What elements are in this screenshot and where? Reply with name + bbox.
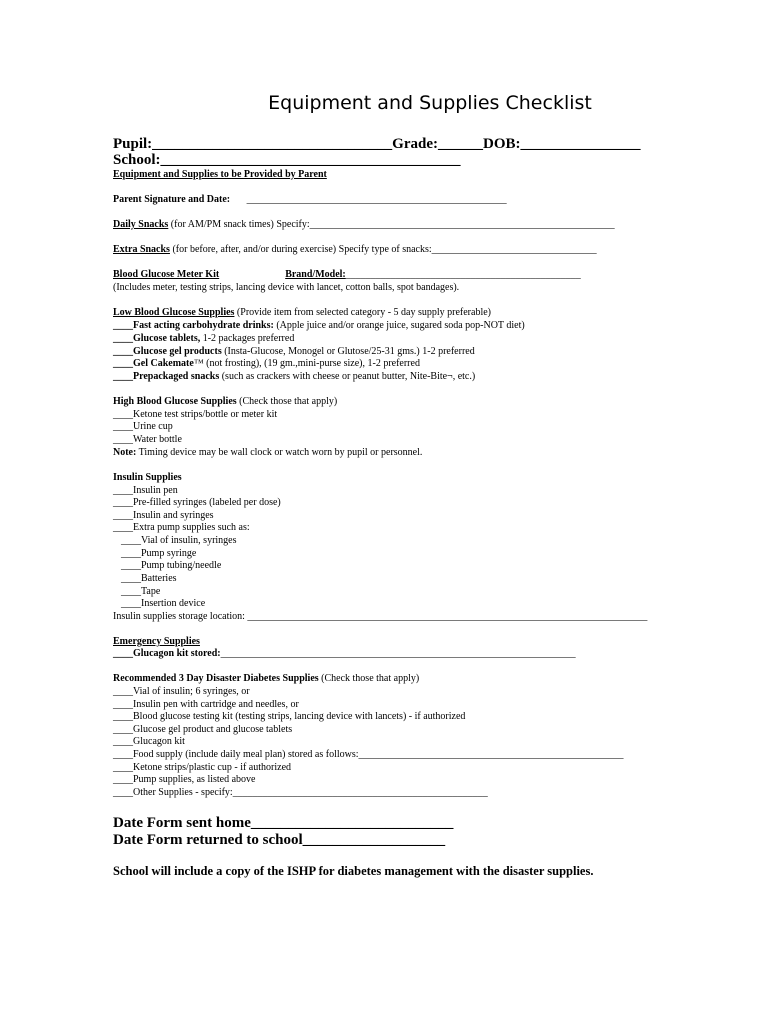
- date-returned-field[interactable]: Date Form returned to school___________________: [113, 832, 446, 848]
- ishp-note: School will include a copy of the ISHP for diabetes management with the disaster supplies.: [113, 864, 594, 878]
- list-item[interactable]: [113, 358, 420, 370]
- list-item[interactable]: ____Insulin pen with cartridge and needles, or: [113, 699, 299, 710]
- item-label: Prepackaged snacks: [133, 371, 220, 382]
- list-item[interactable]: [113, 346, 475, 358]
- meter-row: [113, 269, 581, 281]
- sub-list-item[interactable]: ____Batteries: [121, 573, 177, 584]
- low-bg-heading: Low Blood Glucose Supplies: [113, 307, 235, 318]
- item-detail: (Apple juice and/or orange juice, sugared soda pop-NOT diet): [273, 320, 525, 331]
- high-bg-note-row: [113, 447, 422, 459]
- sub-list-item[interactable]: ____Vial of insulin, syringes: [121, 535, 237, 546]
- list-item[interactable]: [113, 371, 475, 383]
- sub-list-item[interactable]: ____Tape: [121, 586, 161, 597]
- list-item[interactable]: ____Pre-filled syringes (labeled per dose): [113, 497, 281, 508]
- list-item[interactable]: [113, 333, 294, 345]
- glucagon-row: [113, 648, 576, 660]
- list-item[interactable]: ____Extra pump supplies such as:: [113, 522, 250, 533]
- list-item[interactable]: ____Urine cup: [113, 421, 173, 432]
- item-detail: (Insta-Glucose, Monogel or Glutose/25-31 gms.) 1-2 preferred: [221, 346, 475, 357]
- low-bg-heading-row: [113, 307, 491, 319]
- list-item[interactable]: [113, 320, 525, 332]
- meter-label: Blood Glucose Meter Kit: [113, 269, 220, 280]
- page-title: Equipment and Supplies Checklist: [268, 92, 592, 114]
- parent-signature-row: [113, 194, 507, 206]
- brand-model-field[interactable]: _______________________________________________: [345, 269, 581, 280]
- list-item[interactable]: ____Insulin pen: [113, 485, 178, 496]
- brand-model-label: Brand/Model:: [285, 269, 346, 280]
- emergency-heading: Emergency Supplies: [113, 636, 200, 647]
- list-item[interactable]: ____Blood glucose testing kit (testing strips, lancing device with lancets) - if authorized: [113, 711, 466, 722]
- note-label: Note:: [113, 447, 137, 458]
- disaster-note: (Check those that apply): [318, 673, 420, 684]
- checkbox-blank[interactable]: ____: [113, 320, 133, 331]
- list-item[interactable]: ____Ketone test strips/bottle or meter kit: [113, 409, 278, 420]
- high-bg-note: (Check those that apply): [236, 396, 338, 407]
- glucagon-label: Glucagon kit stored:: [133, 648, 221, 659]
- high-bg-heading-row: [113, 396, 337, 408]
- insulin-heading: Insulin Supplies: [113, 472, 182, 483]
- pupil-grade-dob-line[interactable]: Pupil:________________________________Grade:______DOB:________________: [113, 136, 641, 152]
- insulin-storage-field[interactable]: Insulin supplies storage location: ________________________________________________________________________________: [113, 611, 648, 622]
- provided-by-parent-heading: Equipment and Supplies to be Provided by Parent: [113, 169, 327, 180]
- list-item[interactable]: ____Vial of insulin; 6 syringes, or: [113, 686, 250, 697]
- sub-list-item[interactable]: ____Insertion device: [121, 598, 206, 609]
- glucagon-field[interactable]: _______________________________________________________________________: [220, 648, 576, 659]
- item-label: Glucose gel products: [133, 346, 222, 357]
- list-item[interactable]: ____Other Supplies - specify:___________________________________________________: [113, 787, 488, 798]
- list-item[interactable]: ____Ketone strips/plastic cup - if authorized: [113, 762, 292, 773]
- extra-snacks-row: [113, 244, 597, 256]
- checkbox-blank[interactable]: ____: [113, 648, 133, 659]
- daily-snacks-row: [113, 219, 615, 231]
- daily-snacks-label: Daily Snacks: [113, 219, 169, 230]
- sub-list-item[interactable]: ____Pump syringe: [121, 548, 197, 559]
- note-text: Timing device may be wall clock or watch worn by pupil or personnel.: [136, 447, 423, 458]
- meter-includes: (Includes meter, testing strips, lancing device with lancet, cotton balls, spot bandages).: [113, 282, 460, 293]
- checkbox-blank[interactable]: ____: [113, 371, 133, 382]
- disaster-heading-row: [113, 673, 419, 685]
- sub-list-item[interactable]: ____Pump tubing/needle: [121, 560, 222, 571]
- school-line[interactable]: School:________________________________________: [113, 152, 461, 168]
- list-item[interactable]: ____Glucagon kit: [113, 736, 185, 747]
- item-detail: (such as crackers with cheese or peanut butter, Nite-Bite¬, etc.): [219, 371, 476, 382]
- item-label: Fast acting carbohydrate drinks:: [133, 320, 274, 331]
- disaster-heading: Recommended 3 Day Disaster Diabetes Supplies: [113, 673, 319, 684]
- item-detail: 1-2 packages preferred: [200, 333, 295, 344]
- list-item[interactable]: ____Glucose gel product and glucose tablets: [113, 724, 293, 735]
- daily-snacks-field[interactable]: (for AM/PM snack times) Specify:_____________________________________________________________: [168, 219, 615, 230]
- parent-signature-field[interactable]: ____________________________________________________: [246, 194, 507, 205]
- checkbox-blank[interactable]: ____: [113, 333, 133, 344]
- list-item[interactable]: ____Water bottle: [113, 434, 182, 445]
- extra-snacks-label: Extra Snacks: [113, 244, 170, 255]
- list-item[interactable]: ____Insulin and syringes: [113, 510, 214, 521]
- list-item[interactable]: ____Food supply (include daily meal plan) stored as follows:_____________________________________________________: [113, 749, 624, 760]
- item-label: Gel Cakemate: [133, 358, 194, 369]
- list-item[interactable]: ____Pump supplies, as listed above: [113, 774, 256, 785]
- item-detail: ™ (not frosting), (19 gm.,mini-purse size), 1-2 preferred: [193, 358, 420, 369]
- parent-signature-label: Parent Signature and Date:: [113, 194, 231, 205]
- item-label: Glucose tablets,: [133, 333, 201, 344]
- checkbox-blank[interactable]: ____: [113, 346, 133, 357]
- date-sent-home-field[interactable]: Date Form sent home___________________________: [113, 815, 454, 831]
- checkbox-blank[interactable]: ____: [113, 358, 133, 369]
- low-bg-note: (Provide item from selected category - 5 day supply preferable): [234, 307, 491, 318]
- high-bg-heading: High Blood Glucose Supplies: [113, 396, 237, 407]
- extra-snacks-field[interactable]: (for before, after, and/or during exercise) Specify type of snacks:_________________________________: [169, 244, 597, 255]
